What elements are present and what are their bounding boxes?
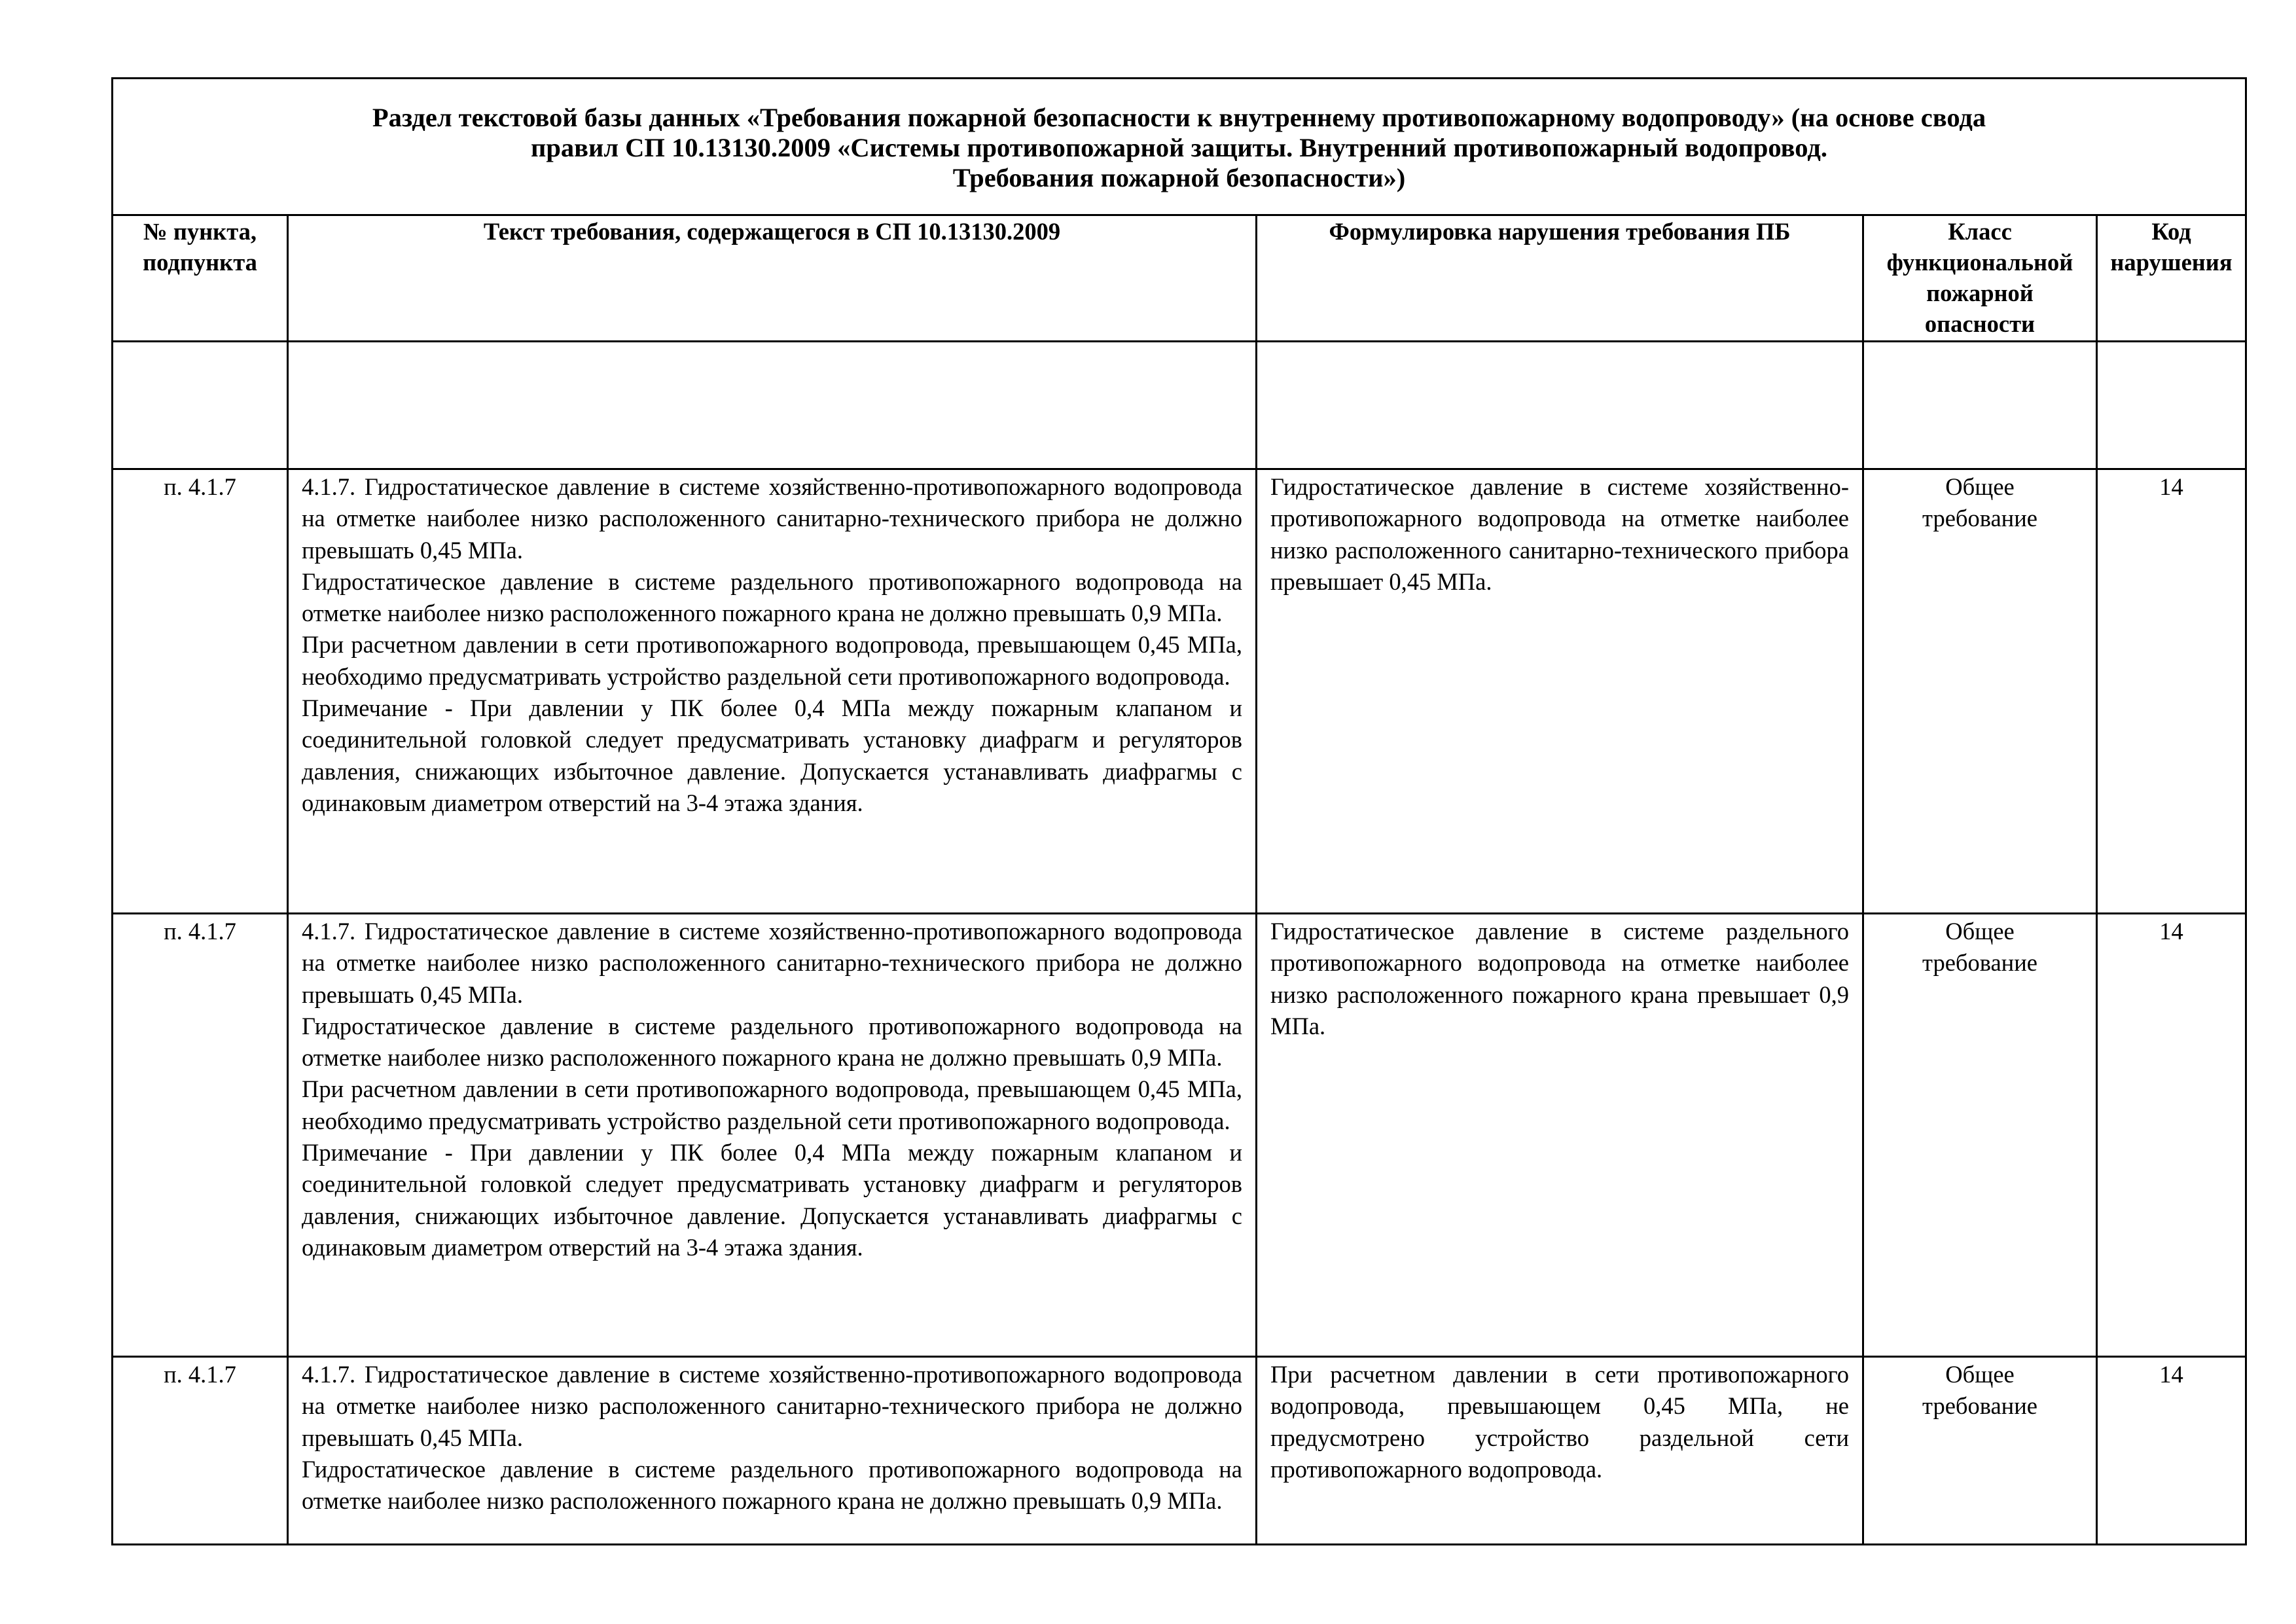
header-violation: Формулировка нарушения требования ПБ xyxy=(1257,215,1863,342)
title-row xyxy=(113,79,2246,215)
row-code: 14 xyxy=(2097,914,2246,1357)
table-row xyxy=(113,1357,2246,1545)
requirement-paragraph: Гидростатическое давление в системе раздельного противопожарного водопровода на отметке наиболее низко расположенного пожарного крана не должно превышать 0,9 МПа. xyxy=(302,1455,1242,1515)
empty-cell xyxy=(1863,342,2097,469)
row-class xyxy=(1863,469,2097,914)
row-violation xyxy=(1257,914,1863,1357)
row-class xyxy=(1863,914,2097,1357)
class-line-1: Общее xyxy=(1945,1361,2015,1388)
requirement-paragraph: 4.1.7. Гидростатическое давление в системе хозяйственно-противопожарного водопровода на отметке наиболее низко расположенного санитарно-технического прибора не должно превышать 0,45 МПа. xyxy=(302,918,1242,1008)
empty-cell xyxy=(113,342,288,469)
violation-text: Гидростатическое давление в системе раздельного противопожарного водопровода на отметке наиболее низко расположенного пожарного крана превышает 0,9 МПа. xyxy=(1270,918,1849,1039)
requirements-table xyxy=(111,77,2247,1545)
requirement-paragraph: 4.1.7. Гидростатическое давление в системе хозяйственно-противопожарного водопровода на отметке наиболее низко расположенного санитарно-технического прибора не должно превышать 0,45 МПа. xyxy=(302,473,1242,564)
row-violation xyxy=(1257,469,1863,914)
requirement-paragraph: Гидростатическое давление в системе раздельного противопожарного водопровода на отметке наиболее низко расположенного пожарного крана не должно превышать 0,9 МПа. xyxy=(302,568,1242,627)
row-num: п. 4.1.7 xyxy=(113,469,288,914)
violation-text: При расчетном давлении в сети противопожарного водопровода, превышающем 0,45 МПа, не предусмотрено устройство раздельной сети противопожарного водопровода. xyxy=(1270,1361,1849,1483)
header-num-line-1: № пункта, xyxy=(143,218,257,245)
header-num-line-2: подпункта xyxy=(143,249,257,276)
row-violation xyxy=(1257,1357,1863,1545)
violation-text: Гидростатическое давление в системе хозяйственно-противопожарного водопровода на отметке наиболее низко расположенного санитарно-технического прибора превышает 0,45 МПа. xyxy=(1270,473,1849,595)
requirement-clip xyxy=(302,1359,1242,1543)
title-line-3: Требования пожарной безопасности») xyxy=(952,163,1406,192)
title-line-2: правил СП 10.13130.2009 «Системы противопожарной защиты. Внутренний противопожарный водопровод. xyxy=(531,133,1827,162)
table-title xyxy=(113,79,2246,215)
header-class-line-3: пожарной xyxy=(1926,280,2034,306)
header-requirement: Текст требования, содержащегося в СП 10.13130.2009 xyxy=(288,215,1257,342)
class-line-1: Общее xyxy=(1945,473,2015,500)
header-class xyxy=(1863,215,2097,342)
header-row xyxy=(113,215,2246,342)
table-row xyxy=(113,469,2246,914)
empty-cell xyxy=(288,342,1257,469)
class-line-1: Общее xyxy=(1945,918,2015,945)
row-code: 14 xyxy=(2097,1357,2246,1545)
requirement-paragraph: Примечание - При давлении у ПК более 0,4 МПа между пожарным клапаном и соединительной головкой следует предусматривать установку диафрагм и регуляторов давления, снижающих избыточное давление. Допускается устанавливать диафрагмы с одинаковым диаметром отверстий на 3-4 этажа здания. xyxy=(302,1139,1242,1261)
header-code-line-1: Код xyxy=(2151,218,2191,245)
row-num: п. 4.1.7 xyxy=(113,914,288,1357)
empty-cell xyxy=(1257,342,1863,469)
row-requirement xyxy=(288,914,1257,1357)
header-class-line-4: опасности xyxy=(1924,310,2036,337)
row-num: п. 4.1.7 xyxy=(113,1357,288,1545)
class-line-2: требование xyxy=(1922,1392,2037,1420)
requirement-paragraph: Примечание - При давлении у ПК более 0,4 МПа между пожарным клапаном и соединительной головкой следует предусматривать установку диафрагм и регуляторов давления, снижающих избыточное давление. Допускается устанавливать диафрагмы с одинаковым диаметром отверстий на 3-4 этажа здания. xyxy=(302,695,1242,816)
header-class-line-2: функциональной xyxy=(1886,249,2073,276)
table-row xyxy=(113,914,2246,1357)
requirement-paragraph: 4.1.7. Гидростатическое давление в системе хозяйственно-противопожарного водопровода на отметке наиболее низко расположенного санитарно-технического прибора не должно превышать 0,45 МПа. xyxy=(302,1361,1242,1451)
row-code: 14 xyxy=(2097,469,2246,914)
header-code xyxy=(2097,215,2246,342)
title-line-1: Раздел текстовой базы данных «Требования пожарной безопасности к внутреннему противопожарному водопроводу» (на основе свода xyxy=(372,103,1986,132)
requirement-paragraph: При расчетном давлении в сети противопожарного водопровода, превышающем 0,45 МПа, необходимо предусматривать устройство раздельной сети противопожарного водопровода. xyxy=(302,631,1242,690)
empty-cell xyxy=(2097,342,2246,469)
requirement-paragraph: При расчетном давлении в сети противопожарного водопровода, превышающем 0,45 МПа, необходимо предусматривать устройство раздельной сети противопожарного водопровода. xyxy=(302,1075,1242,1134)
header-class-line-1: Класс xyxy=(1948,218,2012,245)
row-class xyxy=(1863,1357,2097,1545)
empty-row xyxy=(113,342,2246,469)
requirement-paragraph: Гидростатическое давление в системе раздельного противопожарного водопровода на отметке наиболее низко расположенного пожарного крана не должно превышать 0,9 МПа. xyxy=(302,1012,1242,1072)
row-requirement xyxy=(288,1357,1257,1545)
row-requirement xyxy=(288,469,1257,914)
header-code-line-2: нарушения xyxy=(2110,249,2233,276)
class-line-2: требование xyxy=(1922,505,2037,532)
class-line-2: требование xyxy=(1922,949,2037,977)
header-num xyxy=(113,215,288,342)
